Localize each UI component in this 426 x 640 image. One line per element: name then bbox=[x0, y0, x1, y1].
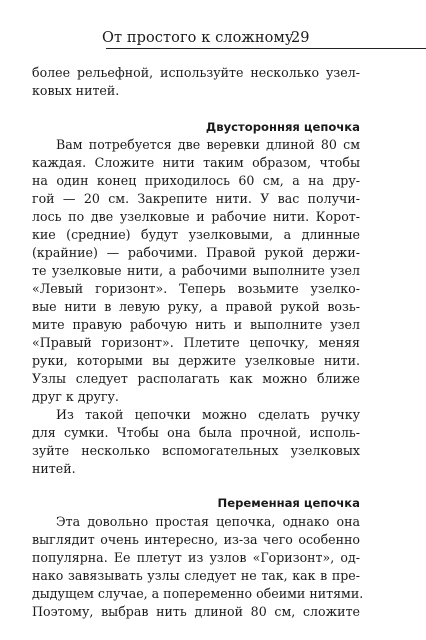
section-heading-two-sided-chain: Двусторонняя цепочка bbox=[205, 120, 360, 134]
page-number: 29 bbox=[291, 30, 310, 46]
text-line: каждая. Сложите нити таким образом, чтобы bbox=[32, 155, 360, 170]
text-line: нитей. bbox=[32, 461, 76, 476]
text-line: Узлы следует располагать как можно ближе bbox=[32, 371, 360, 386]
text-line: мите правую рабочую нить и выполните узел bbox=[32, 317, 360, 332]
text-line: те узелковые нити, а рабочими выполните узел bbox=[32, 263, 360, 278]
section2-paragraph1 bbox=[32, 513, 364, 621]
text-line: «Левый горизонт». Теперь возьмите узелко- bbox=[32, 281, 360, 296]
text-line: лось по две узелковые и рабочие нити. Корот- bbox=[32, 209, 360, 224]
text-line: друг к другу. bbox=[32, 389, 119, 404]
text-line: гой — 20 см. Закрепите нити. У вас получи- bbox=[32, 191, 360, 206]
running-head-title: От простого к сложному bbox=[102, 30, 294, 46]
section-heading-alternating-chain: Переменная цепочка bbox=[217, 496, 360, 510]
text-line: нако завязывать узлы следует не так, как в пре- bbox=[32, 568, 360, 583]
text-line: для сумки. Чтобы она была прочной, исполь- bbox=[32, 425, 360, 440]
text-line: на один конец приходилось 60 см, а на дру- bbox=[32, 173, 360, 188]
running-head bbox=[100, 30, 426, 52]
text-line: «Правый горизонт». Плетите цепочку, меняя bbox=[32, 335, 360, 350]
intro-paragraph bbox=[32, 64, 360, 100]
text-line: выглядит очень интересно, из-за чего особенно bbox=[32, 532, 360, 547]
text-line: Поэтому, выбрав нить длиной 80 см, сложите bbox=[32, 604, 360, 619]
text-line: более рельефной, используйте несколько узел- bbox=[32, 65, 360, 80]
section1-paragraph1 bbox=[32, 136, 360, 406]
text-line: дыдущем случае, а попеременно обеими нитями. bbox=[32, 586, 364, 601]
text-line: кие (средние) будут узелковыми, а длинные bbox=[32, 227, 360, 242]
text-line: (крайние) — рабочими. Правой рукой держи- bbox=[32, 245, 360, 260]
text-line: Вам потребуется две веревки длиной 80 см bbox=[56, 137, 360, 152]
text-line: зуйте несколько вспомогательных узелковых bbox=[32, 443, 360, 458]
text-line: Из такой цепочки можно сделать ручку bbox=[56, 407, 360, 422]
section1-paragraph2 bbox=[32, 406, 360, 478]
text-line: ковых нитей. bbox=[32, 83, 120, 98]
text-line: популярна. Ее плетут из узлов «Горизонт», од- bbox=[32, 550, 360, 565]
header-rule bbox=[106, 48, 426, 49]
text-line: руки, которыми вы держите узелковые нити. bbox=[32, 353, 360, 368]
text-line: Эта довольно простая цепочка, однако она bbox=[56, 514, 360, 529]
text-line: вые нити в левую руку, а правой рукой возь- bbox=[32, 299, 360, 314]
